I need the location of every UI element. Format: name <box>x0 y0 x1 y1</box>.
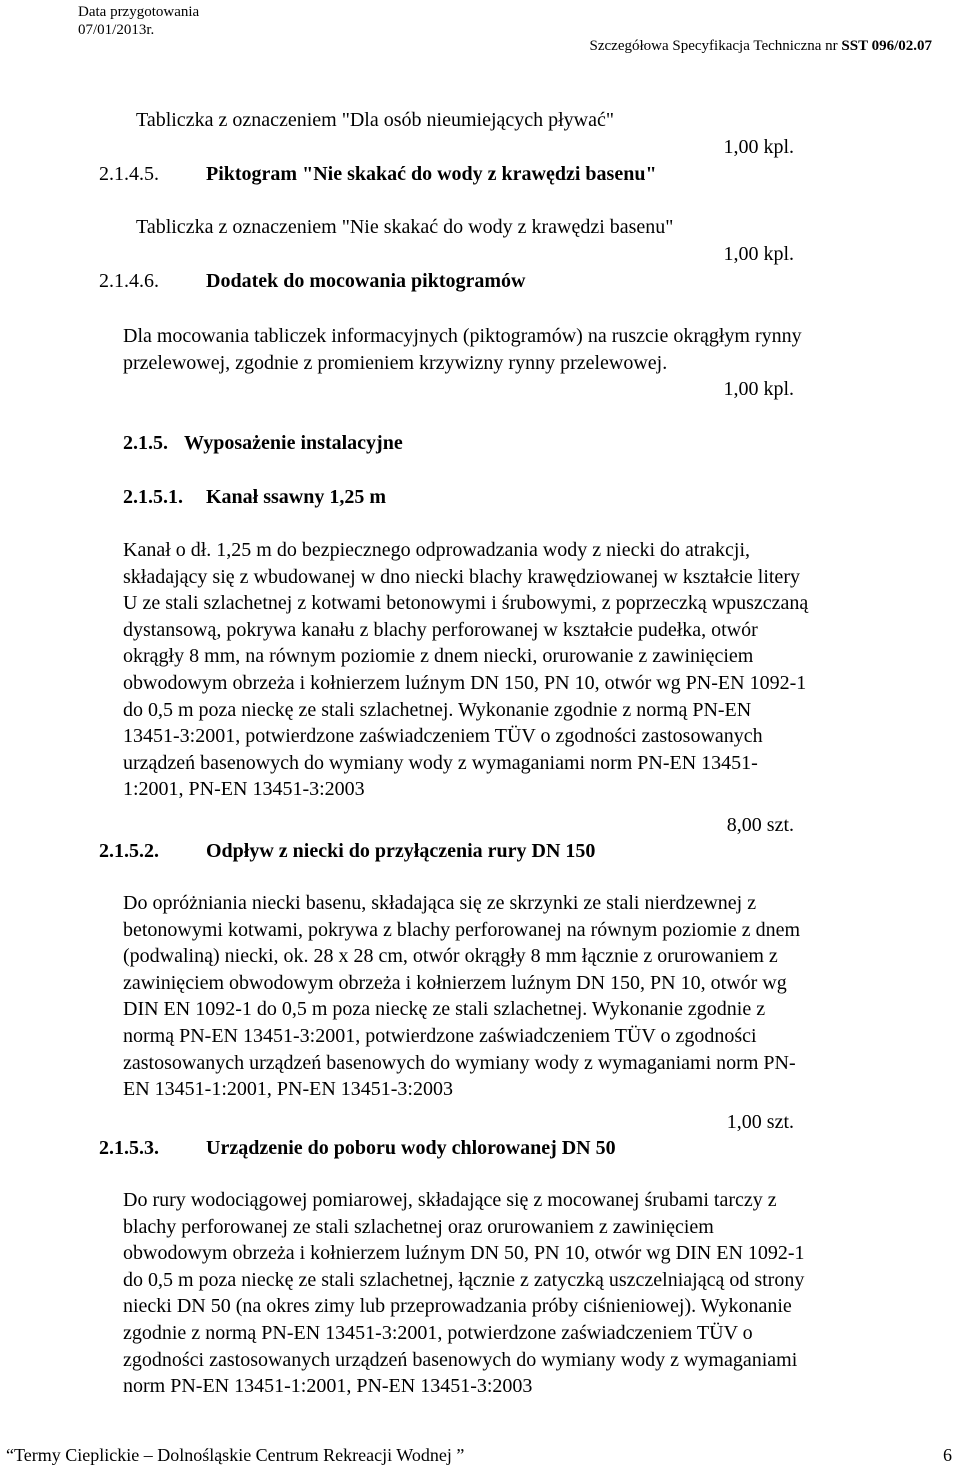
paragraph-line: niecki DN 50 (na okres zimy lub przeprowadzania próby ciśnieniowej). Wykonanie <box>123 1295 792 1318</box>
paragraph-line: dystansową, pokrywa kanału z blachy perforowanej w kształcie pudełka, otwór <box>123 618 758 641</box>
section-2146-paragraph <box>123 323 943 376</box>
paragraph-line: betonowymi kotwami, pokrywa z blachy perforowanej na równym poziomie z dnem <box>123 918 801 941</box>
section-number-2146: 2.1.4.6. <box>99 270 159 292</box>
paragraph-line: zawinięciem obwodowym obrzeża i kołnierzem luźnym DN 150, PN 10, otwór wg <box>123 971 787 994</box>
paragraph-line: normą PN-EN 13451-3:2001, potwierdzone zaświadczeniem TÜV o zgodności <box>123 1024 757 1047</box>
section-number-2153: 2.1.5.3. <box>99 1137 159 1159</box>
spec-prefix: Szczegółowa Specyfikacja Techniczna nr <box>589 38 842 54</box>
paragraph-line: składający się z wbudowanej w dno niecki blachy krawędziowanej w kształcie litery <box>123 565 800 588</box>
paragraph-line: 1:2001, PN-EN 13451-3:2003 <box>123 778 365 801</box>
paragraph-line: norm PN-EN 13451-1:2001, PN-EN 13451-3:2003 <box>123 1375 533 1398</box>
quantity-5: 1,00 szt. <box>726 1111 794 1133</box>
paragraph-line: okrągły 8 mm, na równym poziomie z dnem niecki, orurowanie z zawinięciem <box>123 645 754 668</box>
quantity-2: 1,00 kpl. <box>723 243 794 265</box>
paragraph-line: blachy perforowanej ze stali szlachetnej oraz orurowaniem z zawinięciem <box>123 1215 714 1238</box>
paragraph-line: U ze stali szlachetnej z kotwami betonowymi i śrubowymi, z poprzeczką wpuszczaną <box>123 592 809 615</box>
section-number-215: 2.1.5. <box>123 432 168 454</box>
paragraph-line: do 0,5 m poza nieckę ze stali szlachetnej. Wykonanie zgodnie z normą PN-EN <box>123 698 752 721</box>
prep-date-value: 07/01/2013r. <box>78 22 155 38</box>
paragraph-line: Do rury wodociągowej pomiarowej, składające się z mocowanej śrubami tarczy z <box>123 1189 777 1211</box>
paragraph-line: obwodowym obrzeża i kołnierzem luźnym DN 150, PN 10, otwór wg PN-EN 1092-1 <box>123 671 807 694</box>
section-2152-paragraph <box>123 890 943 1103</box>
section-title-2145: Piktogram "Nie skakać do wody z krawędzi basenu" <box>206 163 657 185</box>
prep-date-block <box>78 3 199 39</box>
plate-text-1: Tabliczka z oznaczeniem "Dla osób nieumiejących pływać" <box>136 109 615 131</box>
quantity-4: 8,00 szt. <box>726 814 794 836</box>
paragraph-line: do 0,5 m poza nieckę ze stali szlachetnej, łącznie z zatyczką uszczelniającą od strony <box>123 1268 805 1291</box>
section-title-215: Wyposażenie instalacyjne <box>184 432 403 454</box>
paragraph-line: Kanał o dł. 1,25 m do bezpiecznego odprowadzania wody z niecki do atrakcji, <box>123 539 751 561</box>
page-number: 6 <box>943 1445 952 1465</box>
footer-text: “Termy Cieplickie – Dolnośląskie Centrum Rekreacji Wodnej ” <box>6 1445 465 1465</box>
section-title-2151: Kanał ssawny 1,25 m <box>206 486 387 508</box>
plate-text-2: Tabliczka z oznaczeniem "Nie skakać do wody z krawędzi basenu" <box>136 216 674 238</box>
section-number-2152: 2.1.5.2. <box>99 840 159 862</box>
section-number-2145: 2.1.4.5. <box>99 163 159 185</box>
quantity-1: 1,00 kpl. <box>723 136 794 158</box>
paragraph-line: zgodności zastosowanych urządzeń basenowych do wymiany wody z wymaganiami <box>123 1348 798 1371</box>
paragraph-line: 13451-3:2001, potwierdzone zaświadczeniem TÜV o zgodności zastosowanych <box>123 725 763 748</box>
quantity-3: 1,00 kpl. <box>723 378 794 400</box>
paragraph-line: Do opróżniania niecki basenu, składająca się ze skrzynki ze stali nierdzewnej z <box>123 892 757 914</box>
paragraph-line: DIN EN 1092-1 do 0,5 m poza nieckę ze stali szlachetnej. Wykonanie zgodnie z <box>123 998 766 1021</box>
paragraph-line: zastosowanych urządzeń basenowych do wymiany wody z wymaganiami norm PN- <box>123 1051 796 1074</box>
section-number-2151: 2.1.5.1. <box>123 486 183 508</box>
paragraph-line: (podwaliną) niecki, ok. 28 x 28 cm, otwór okrągły 8 mm łącznie z orurowaniem z <box>123 945 778 968</box>
paragraph-line: EN 13451-1:2001, PN-EN 13451-3:2003 <box>123 1078 453 1101</box>
section-title-2152: Odpływ z niecki do przyłączenia rury DN 150 <box>206 840 596 862</box>
page-footer <box>0 1445 960 1467</box>
section-2151-paragraph <box>123 537 943 803</box>
paragraph-line: Dla mocowania tabliczek informacyjnych (piktogramów) na ruszcie okrągłym rynny <box>123 325 802 347</box>
section-title-2146: Dodatek do mocowania piktogramów <box>206 270 526 292</box>
paragraph-line: urządzeń basenowych do wymiany wody z wymaganiami norm PN-EN 13451- <box>123 751 758 774</box>
spec-header <box>590 37 932 55</box>
paragraph-line: obwodowym obrzeża i kołnierzem luźnym DN 50, PN 10, otwór wg DIN EN 1092-1 <box>123 1242 805 1265</box>
section-title-2153: Urządzenie do poboru wody chlorowanej DN 50 <box>206 1137 616 1159</box>
prep-date-label: Data przygotowania <box>78 4 200 20</box>
section-2153-paragraph <box>123 1187 943 1400</box>
paragraph-line: przelewowej, zgodnie z promieniem krzywizny rynny przelewowej. <box>123 351 668 374</box>
paragraph-line: zgodnie z normą PN-EN 13451-3:2001, potwierdzone zaświadczeniem TÜV o <box>123 1321 753 1344</box>
spec-number: SST 096/02.07 <box>841 38 932 54</box>
